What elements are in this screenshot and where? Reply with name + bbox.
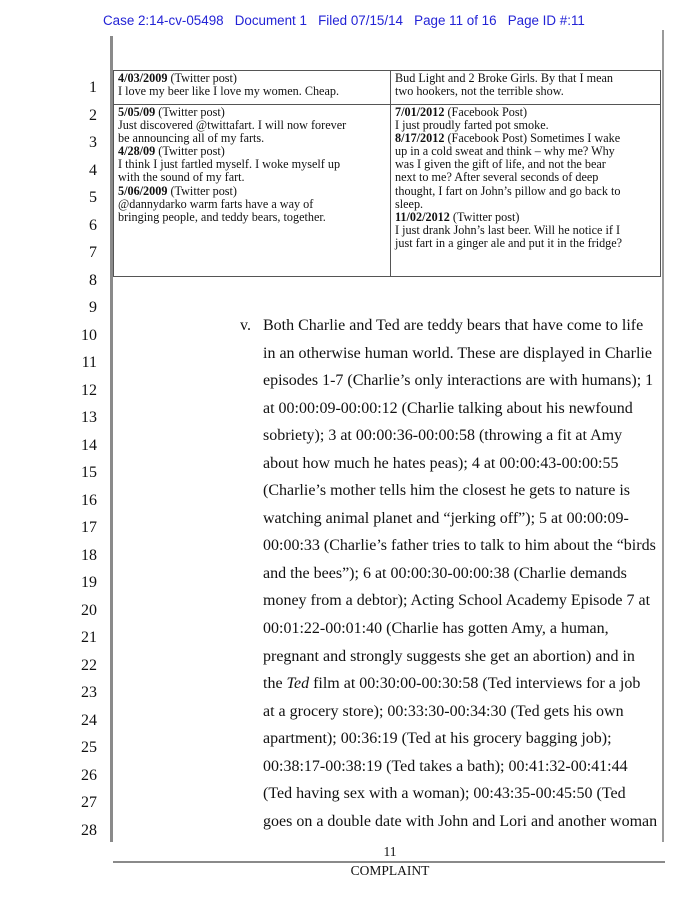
body-line: 00:01:22-00:01:40 (Charlie has gotten Amy, a human, bbox=[263, 620, 609, 638]
post-heading bbox=[118, 185, 386, 198]
post-source: (Twitter post) bbox=[155, 105, 225, 119]
post-source: (Twitter post) bbox=[167, 183, 237, 198]
post-date: 11/02/2012 bbox=[395, 209, 450, 224]
post-text: thought, I fart on John’s pillow and go back to bbox=[395, 183, 621, 198]
post-text: with the sound of my fart. bbox=[118, 170, 245, 185]
post-text: Bud Light and 2 Broke Girls. By that I mean bbox=[395, 71, 613, 85]
table-cell bbox=[391, 72, 660, 104]
line-number: 26 bbox=[81, 767, 97, 784]
social-media-posts-table bbox=[113, 70, 661, 277]
post-date: 5/05/09 bbox=[118, 105, 156, 119]
body-line: watching animal planet and “jerking off”); 5 at 00:00:09- bbox=[263, 509, 629, 527]
body-line: episodes 1-7 (Charlie’s only interactions are with humans); 1 bbox=[263, 372, 654, 390]
list-marker: v. bbox=[240, 317, 251, 334]
line-number: 23 bbox=[81, 684, 97, 701]
body-line bbox=[263, 670, 663, 698]
post-text: up in a cold sweat and think – why me? Why bbox=[395, 144, 615, 159]
line-number: 16 bbox=[81, 492, 97, 509]
post-text: just fart in a ginger ale and put it in the fridge? bbox=[395, 235, 623, 250]
line-number: 17 bbox=[81, 519, 97, 536]
post-text: bringing people, and teddy bears, together. bbox=[118, 209, 326, 224]
line-number: 28 bbox=[81, 822, 97, 839]
post-text: I just proudly farted pot smoke. bbox=[395, 118, 549, 133]
post-heading bbox=[395, 211, 656, 224]
line-number: 8 bbox=[89, 272, 97, 289]
table-cell bbox=[391, 104, 660, 276]
line-number: 27 bbox=[81, 794, 97, 811]
line-number: 25 bbox=[81, 739, 97, 756]
line-number: 11 bbox=[81, 354, 97, 371]
line-number: 15 bbox=[81, 464, 97, 481]
line-number: 12 bbox=[81, 382, 97, 399]
post-date: 5/06/2009 bbox=[118, 183, 168, 198]
line-number: 21 bbox=[81, 629, 97, 646]
body-line: at 00:00:09-00:00:12 (Charlie talking about his newfound bbox=[263, 399, 633, 417]
line-number: 5 bbox=[89, 189, 97, 206]
body-line: 00:00:33 (Charlie’s father tries to talk to him about the “birds bbox=[263, 537, 656, 555]
line-number: 1 bbox=[89, 79, 97, 96]
line-number: 13 bbox=[81, 409, 97, 426]
post-text: sleep. bbox=[395, 196, 424, 211]
line-number: 3 bbox=[89, 134, 97, 151]
post-source: (Twitter post) bbox=[167, 71, 237, 85]
document-title: COMPLAINT bbox=[350, 863, 430, 878]
page-number: 11 bbox=[383, 844, 397, 859]
line-number: 2 bbox=[89, 107, 97, 124]
list-item-text bbox=[263, 312, 663, 835]
post-text: be announcing all of my farts. bbox=[118, 131, 265, 146]
body-line: goes on a double date with John and Lori and another woman bbox=[263, 812, 658, 830]
post-date: 8/17/2012 bbox=[395, 131, 445, 146]
post-text: Just discovered @twittafart. I will now forever bbox=[118, 118, 347, 133]
body-line: (Ted having sex with a woman); 00:43:35-00:45:50 (Ted bbox=[263, 785, 626, 803]
body-line: sobriety); 3 at 00:00:36-00:00:58 (throwing a fit at Amy bbox=[263, 427, 623, 445]
body-line: about how much he hates peas); 4 at 00:00:43-00:00:55 bbox=[263, 454, 619, 472]
table-cell bbox=[114, 72, 390, 104]
post-text: next to me? After several seconds of deep bbox=[395, 170, 599, 185]
post-date: 4/03/2009 bbox=[118, 71, 168, 85]
line-number: 10 bbox=[81, 327, 97, 344]
line-number: 14 bbox=[81, 437, 97, 454]
table-cell bbox=[114, 104, 390, 276]
case-header: Case 2:14-cv-05498 Document 1 Filed 07/15/14 Page 11 of 16 Page ID #:11 bbox=[103, 13, 585, 28]
body-line: at a grocery store); 00:33:30-00:34:30 (Ted gets his own bbox=[263, 702, 624, 720]
table-column-left bbox=[114, 71, 391, 276]
post-text: I love my beer like I love my women. Cheap. bbox=[118, 84, 340, 99]
film-title: Ted bbox=[286, 675, 310, 693]
post-source: (Facebook Post) Sometimes I wake bbox=[444, 131, 621, 146]
line-number: 9 bbox=[89, 299, 97, 316]
post-date: 7/01/2012 bbox=[395, 105, 445, 119]
post-text: was I given the gift of life, and not the bear bbox=[395, 157, 606, 172]
line-number: 24 bbox=[81, 712, 97, 729]
line-number: 4 bbox=[89, 162, 97, 179]
post-date: 4/28/09 bbox=[118, 144, 156, 159]
post-text: I just drank John’s last beer. Will he notice if I bbox=[395, 222, 621, 237]
body-line: in an otherwise human world. These are displayed in Charlie bbox=[263, 344, 652, 362]
line-number: 19 bbox=[81, 574, 97, 591]
body-line: pregnant and strongly suggests she get an abortion) and in bbox=[263, 647, 635, 665]
body-line: and the bees”); 6 at 00:00:30-00:00:38 (Charlie demands bbox=[263, 564, 627, 582]
line-number: 7 bbox=[89, 244, 97, 261]
post-text: @dannydarko warm farts have a way of bbox=[118, 196, 314, 211]
body-line: apartment); 00:36:19 (Ted at his grocery bagging job); bbox=[263, 730, 612, 748]
post-source: (Twitter post) bbox=[449, 209, 520, 224]
table-column-right bbox=[391, 71, 660, 276]
body-text: film at 00:30:00-00:30:58 (Ted interviews for a job bbox=[309, 675, 641, 693]
body-line: money from a debtor); Acting School Academy Episode 7 at bbox=[263, 592, 651, 610]
body-line: Both Charlie and Ted are teddy bears that have come to life bbox=[263, 317, 644, 334]
post-text: two hookers, not the terrible show. bbox=[395, 84, 564, 99]
line-number: 6 bbox=[89, 217, 97, 234]
body-line: 00:38:17-00:38:19 (Ted takes a bath); 00:41:32-00:41:44 bbox=[263, 757, 628, 775]
body-text: the bbox=[263, 675, 287, 693]
post-source: (Facebook Post) bbox=[444, 105, 528, 119]
line-number: 18 bbox=[81, 547, 97, 564]
body-line: (Charlie’s mother tells him the closest he gets to nature is bbox=[263, 482, 631, 500]
post-text: I think I just fartled myself. I woke myself up bbox=[118, 157, 341, 172]
post-source: (Twitter post) bbox=[155, 144, 225, 159]
line-number: 20 bbox=[81, 602, 97, 619]
line-number: 22 bbox=[81, 657, 97, 674]
